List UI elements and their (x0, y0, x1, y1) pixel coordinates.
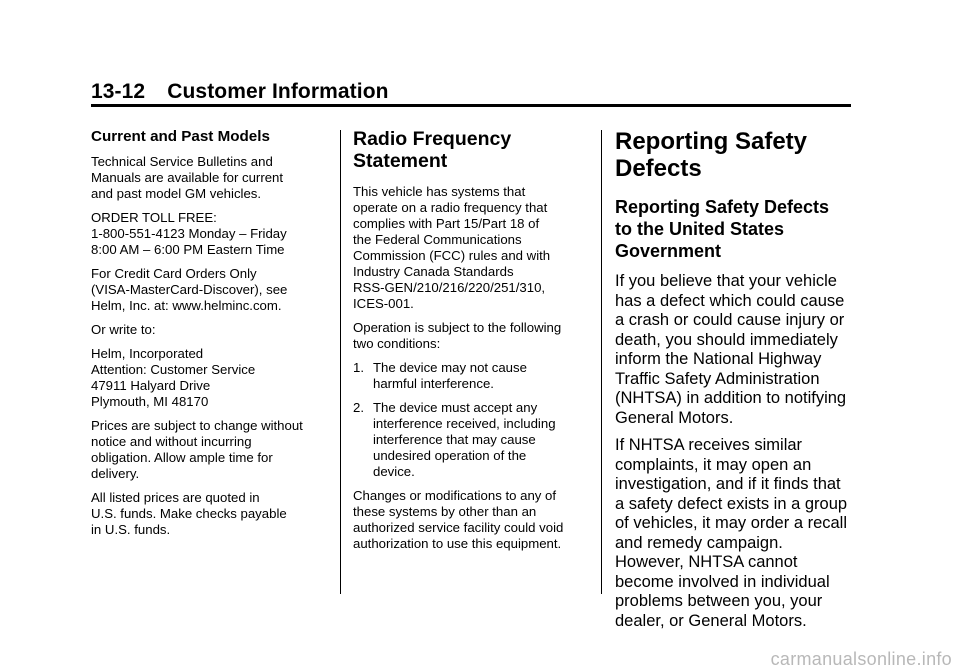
text-line: interference received, including (373, 416, 556, 431)
text-line: Technical Service Bulletins and (91, 154, 273, 169)
text-line: undesired operation of the (373, 448, 527, 463)
text-line: Attention: Customer Service (91, 362, 256, 377)
section-title: Customer Information (167, 80, 389, 103)
order-toll-free (91, 210, 323, 258)
heading-current-past-models: Current and Past Models (91, 128, 270, 145)
text-line: 1-800-551-4123 Monday – Friday (91, 226, 287, 241)
text-line: Prices are subject to change without (91, 418, 303, 433)
text-line: 8:00 AM – 6:00 PM Eastern Time (91, 242, 285, 257)
text-line: 47911 Halyard Drive (91, 378, 211, 393)
text-line: the Federal Communications (353, 232, 522, 247)
text-line: two conditions: (353, 336, 441, 351)
text-line: However, NHTSA cannot (615, 553, 798, 571)
text-line: device. (373, 464, 415, 479)
text-line: All listed prices are quoted in (91, 490, 260, 505)
text-line: Changes or modifications to any of (353, 488, 557, 503)
text-line: ORDER TOLL FREE: (91, 210, 217, 225)
text-line: notice and without incurring (91, 434, 252, 449)
text-line: in U.S. funds. (91, 522, 171, 537)
text-line: problems between you, your (615, 592, 823, 610)
text-line: If NHTSA receives similar (615, 436, 803, 454)
text-line: death, you should immediately (615, 330, 838, 349)
text-line: operate on a radio frequency that (353, 200, 548, 215)
list-number: 1. (353, 360, 364, 375)
heading-reporting-safety-defects (615, 128, 860, 182)
paragraph (615, 436, 860, 631)
paragraph (91, 322, 323, 338)
text-line: authorization to use this equipment. (353, 536, 562, 551)
list-text (373, 360, 588, 392)
text-line: complaints, it may open an (615, 455, 812, 474)
text-line: (VISA-MasterCard-Discover), see (91, 282, 288, 297)
list-number: 2. (353, 400, 364, 415)
text-line: Statement (353, 150, 448, 172)
paragraph (91, 266, 323, 314)
text-line: Or write to: (91, 322, 156, 337)
text-line: and past model GM vehicles. (91, 186, 262, 201)
paragraph (91, 154, 323, 202)
text-line: to the United States (615, 219, 785, 239)
text-line: authorized service facility could void (353, 520, 564, 535)
text-line: Helm, Inc. at: www.helminc.com. (91, 298, 282, 313)
text-line: (NHTSA) in addition to notifying (615, 389, 847, 407)
text-line: complies with Part 15/Part 18 of (353, 216, 540, 231)
text-line: The device may not cause (373, 360, 527, 375)
text-line: delivery. (91, 466, 140, 481)
header-rule (91, 104, 851, 107)
paragraph (91, 418, 323, 482)
text-line: of vehicles, it may order a recall (615, 514, 848, 532)
text-line: U.S. funds. Make checks payable (91, 506, 287, 521)
list-item (353, 360, 588, 392)
text-line: Helm, Incorporated (91, 346, 204, 361)
text-line: obligation. Allow ample time for (91, 450, 273, 465)
text-line: Plymouth, MI 48170 (91, 394, 209, 409)
text-line: Industry Canada Standards (353, 264, 514, 279)
text-line: has a defect which could cause (615, 291, 845, 310)
text-line: dealer, or General Motors. (615, 611, 807, 630)
column-reporting-safety (615, 118, 860, 639)
page-number: 13-12 (91, 80, 146, 103)
text-line: Reporting Safety Defects (615, 197, 830, 217)
text-line: The device must accept any (373, 400, 538, 415)
text-line: and remedy campaign. (615, 533, 783, 552)
text-line: RSS-GEN/210/216/220/251/310, (353, 280, 546, 295)
text-line: inform the National Highway (615, 350, 822, 368)
text-line: these systems by other than an (353, 504, 537, 519)
page-header (91, 80, 389, 104)
column-current-past-models (91, 118, 323, 546)
text-line: investigation, and if it finds that (615, 475, 841, 493)
text-line: Operation is subject to the following (353, 320, 562, 335)
text-line: Commission (FCC) rules and with (353, 248, 551, 263)
paragraph (615, 272, 860, 428)
text-line: Reporting Safety (615, 128, 808, 155)
watermark: carmanualsonline.info (770, 649, 952, 669)
text-line: interference that may cause (373, 432, 536, 447)
list-text (373, 400, 588, 480)
text-line: ICES-001. (353, 296, 414, 311)
paragraph (353, 184, 588, 312)
mailing-address (91, 346, 323, 410)
text-line: harmful interference. (373, 376, 494, 391)
paragraph (91, 490, 323, 538)
text-line: a safety defect exists in a group (615, 494, 848, 513)
column-radio-frequency (353, 118, 588, 560)
text-line: For Credit Card Orders Only (91, 266, 257, 281)
text-line: Manuals are available for current (91, 170, 284, 185)
text-line: Radio Frequency (353, 128, 512, 150)
text-line: a crash or could cause injury or (615, 311, 845, 329)
subheading-us-government (615, 196, 860, 262)
text-line: Traffic Safety Administration (615, 369, 820, 388)
text-line: This vehicle has systems that (353, 184, 526, 199)
text-line: If you believe that your vehicle (615, 272, 837, 290)
text-line: Government (615, 241, 722, 261)
text-line: become involved in individual (615, 572, 830, 591)
column-divider (601, 130, 602, 594)
text-line: General Motors. (615, 408, 734, 427)
heading-radio-frequency (353, 128, 588, 172)
list-item (353, 400, 588, 480)
column-divider (340, 130, 341, 594)
text-line: Defects (615, 155, 702, 182)
paragraph (353, 488, 588, 552)
paragraph (353, 320, 588, 352)
